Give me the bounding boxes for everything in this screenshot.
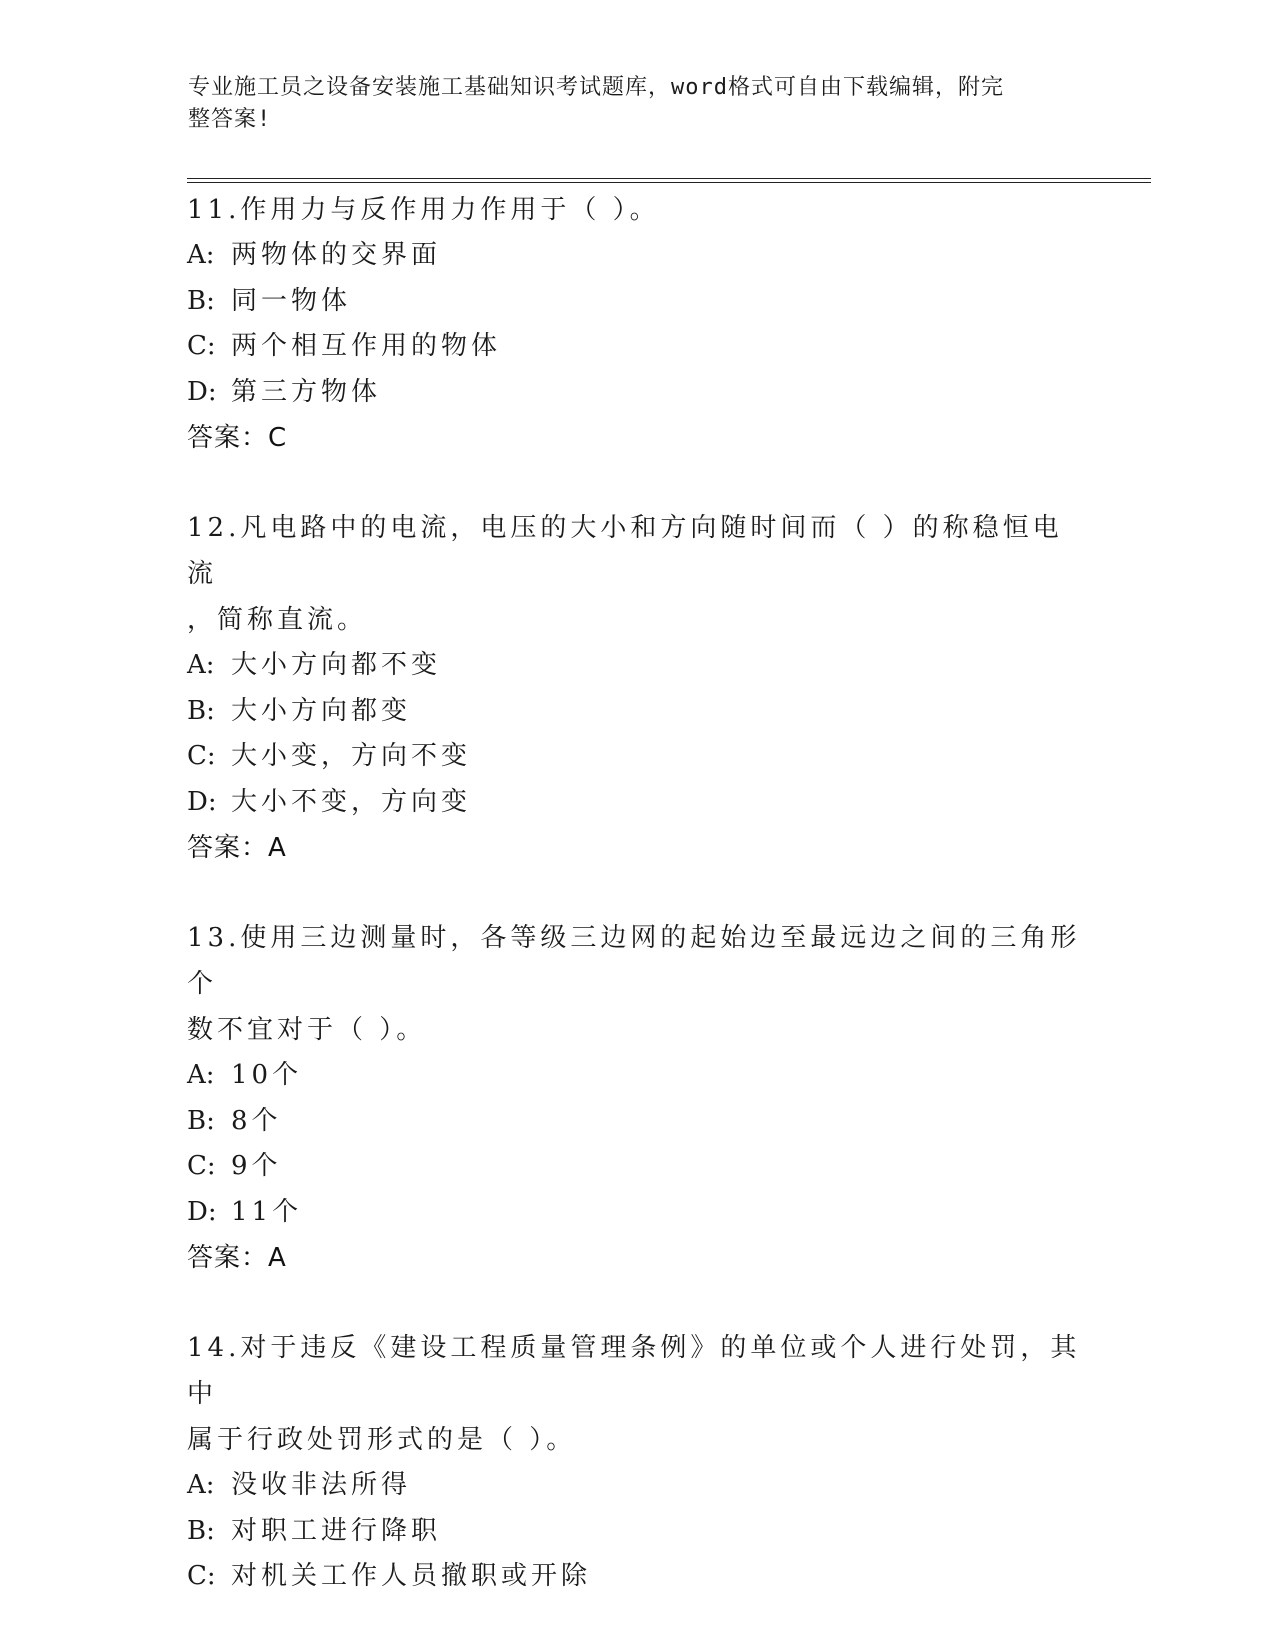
question-stem-line-1: 12.凡电路中的电流，电压的大小和方向随时间而（ ）的称稳恒电流 xyxy=(187,513,1063,589)
header-line-1: 专业施工员之设备安装施工基础知识考试题库，word格式可自由下载编辑，附完 xyxy=(188,75,1004,100)
question-stem-line-2: 属于行政处罚形式的是（ ）。 xyxy=(187,1425,577,1455)
option-a xyxy=(187,233,1087,279)
answer-line: 答案：A xyxy=(187,833,287,863)
option-text: 8个 xyxy=(231,1105,282,1136)
option-c xyxy=(187,324,1087,370)
option-letter: D: xyxy=(187,786,217,817)
option-text: 9个 xyxy=(231,1151,282,1181)
option-letter: C: xyxy=(187,1561,216,1591)
option-c xyxy=(187,734,1087,780)
answer-line: 答案：C xyxy=(187,423,288,453)
option-text: 两物体的交界面 xyxy=(231,240,442,270)
option-letter: A: xyxy=(187,240,215,270)
option-a xyxy=(187,1463,1087,1509)
option-letter: A: xyxy=(187,1470,215,1500)
option-text: 对职工进行降职 xyxy=(231,1515,442,1546)
question-12 xyxy=(187,505,1087,871)
header-divider-top xyxy=(187,178,1151,179)
option-letter: A: xyxy=(187,650,215,680)
option-text: 大小不变，方向变 xyxy=(231,786,472,817)
option-letter: C: xyxy=(187,1151,216,1181)
question-stem-line-1: 13.使用三边测量时，各等级三边网的起始边至最远边之间的三角形个 xyxy=(187,923,1081,999)
question-gap xyxy=(187,461,1087,505)
answer-line: 答案：A xyxy=(187,1243,287,1273)
question-gap xyxy=(187,1281,1087,1325)
option-a xyxy=(187,643,1087,689)
option-text: 大小方向都不变 xyxy=(231,650,442,680)
question-11 xyxy=(187,187,1087,461)
header-divider-bottom xyxy=(187,182,1151,183)
option-text: 大小变，方向不变 xyxy=(231,741,472,771)
header-line-2: 整答案! xyxy=(188,107,272,132)
question-13 xyxy=(187,915,1087,1281)
option-d xyxy=(187,1190,1087,1236)
question-14 xyxy=(187,1325,1087,1600)
option-letter: C: xyxy=(187,331,216,361)
option-letter: B: xyxy=(187,695,215,726)
option-text: 大小方向都变 xyxy=(231,695,412,726)
option-text: 10个 xyxy=(231,1060,303,1090)
option-d xyxy=(187,780,1087,826)
option-letter: D: xyxy=(187,1196,217,1227)
option-text: 对机关工作人员撤职或开除 xyxy=(231,1561,592,1591)
option-b xyxy=(187,1509,1087,1555)
option-letter: A: xyxy=(187,1060,215,1090)
option-b xyxy=(187,279,1087,325)
option-b xyxy=(187,689,1087,735)
question-stem-line-1: 14.对于违反《建设工程质量管理条例》的单位或个人进行处罚，其中 xyxy=(187,1333,1081,1409)
document-header xyxy=(188,72,1068,136)
question-gap xyxy=(187,871,1087,915)
option-letter: B: xyxy=(187,285,215,316)
option-letter: D: xyxy=(187,376,217,407)
option-b xyxy=(187,1099,1087,1145)
option-text: 两个相互作用的物体 xyxy=(231,331,502,361)
question-stem-line-2: ，简称直流。 xyxy=(187,605,368,635)
option-text: 第三方物体 xyxy=(231,376,382,407)
question-list xyxy=(187,187,1087,1600)
option-text: 11个 xyxy=(231,1196,303,1227)
option-c xyxy=(187,1554,1087,1600)
option-text: 同一物体 xyxy=(231,285,352,316)
question-stem: 11.作用力与反作用力作用于（ ）。 xyxy=(187,195,660,225)
option-letter: B: xyxy=(187,1105,215,1136)
option-c xyxy=(187,1144,1087,1190)
option-d xyxy=(187,370,1087,416)
option-a xyxy=(187,1053,1087,1099)
question-stem-line-2: 数不宜对于（ ）。 xyxy=(187,1015,427,1045)
option-text: 没收非法所得 xyxy=(231,1470,412,1500)
option-letter: C: xyxy=(187,741,216,771)
option-letter: B: xyxy=(187,1515,215,1546)
